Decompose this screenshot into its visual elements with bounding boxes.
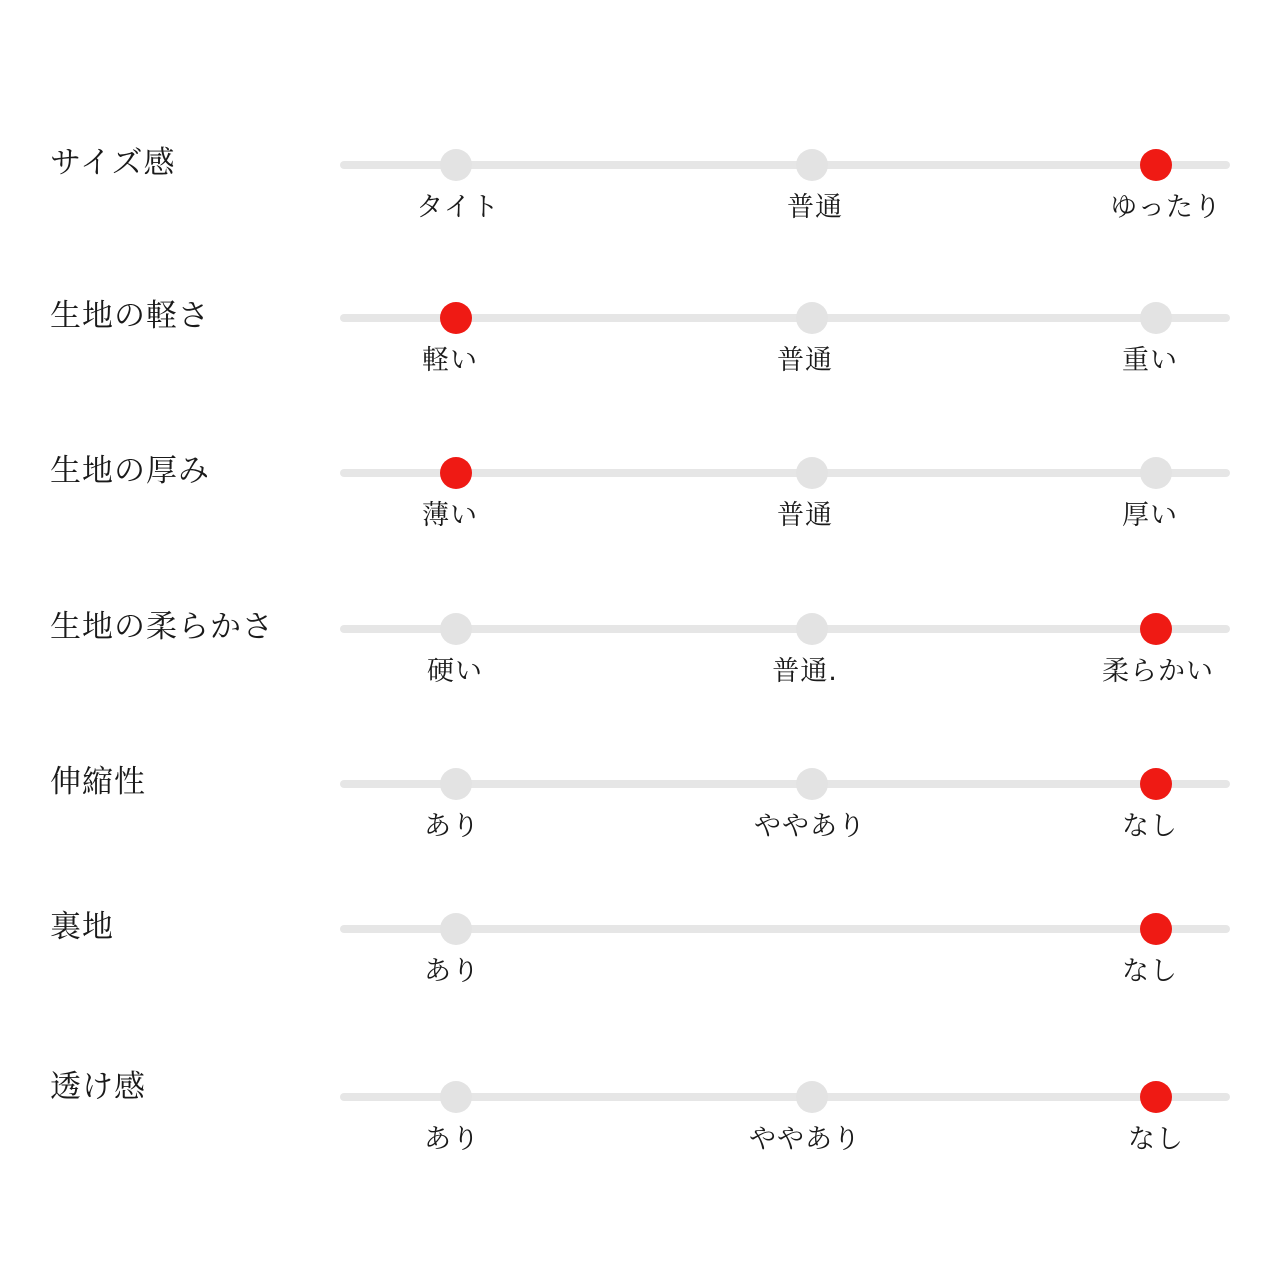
option-dot-heavy xyxy=(1140,302,1172,334)
row-label: 生地の柔らかさ xyxy=(50,609,274,645)
option-label: タイト xyxy=(416,192,500,223)
option-dot-yes xyxy=(440,768,472,800)
option-label: ややあり xyxy=(749,1124,861,1155)
rating-row-softness xyxy=(0,607,1280,717)
slider-track xyxy=(340,161,1230,169)
rating-row-thickness xyxy=(0,451,1280,561)
option-label: 重い xyxy=(1122,345,1178,376)
row-label: 生地の厚み xyxy=(50,453,210,489)
option-dot-normal xyxy=(796,149,828,181)
option-dot-hard xyxy=(440,613,472,645)
option-dot-thick xyxy=(1140,457,1172,489)
slider-track xyxy=(340,925,1230,933)
slider-track xyxy=(340,314,1230,322)
option-label: ゆったり xyxy=(1110,192,1222,223)
option-dot-tight xyxy=(440,149,472,181)
rating-row-lining xyxy=(0,907,1280,1017)
option-label: ややあり xyxy=(754,811,866,842)
row-label: 生地の軽さ xyxy=(50,298,210,334)
option-label: 厚い xyxy=(1122,500,1178,531)
option-dot-loose-selected xyxy=(1140,149,1172,181)
option-dot-normal xyxy=(796,457,828,489)
option-label: 軽い xyxy=(422,345,478,376)
slider-track xyxy=(340,469,1230,477)
option-label: あり xyxy=(424,956,480,987)
option-dot-soft-selected xyxy=(1140,613,1172,645)
option-dot-normal xyxy=(796,302,828,334)
slider-track xyxy=(340,780,1230,788)
option-dot-none-selected xyxy=(1140,1081,1172,1113)
row-label: 伸縮性 xyxy=(50,764,146,800)
option-dot-none-selected xyxy=(1140,913,1172,945)
option-dot-thin-selected xyxy=(440,457,472,489)
rating-row-stretch xyxy=(0,762,1280,872)
slider-track xyxy=(340,1093,1230,1101)
option-label: なし xyxy=(1128,1124,1184,1155)
row-label: 透け感 xyxy=(50,1069,146,1105)
option-dot-somewhat xyxy=(796,1081,828,1113)
option-label: なし xyxy=(1122,956,1178,987)
option-label: 薄い xyxy=(422,500,478,531)
option-label: なし xyxy=(1122,811,1178,842)
option-label: 普通 xyxy=(777,345,833,376)
slider-track xyxy=(340,625,1230,633)
option-label: 普通 xyxy=(777,500,833,531)
option-dot-yes xyxy=(440,913,472,945)
option-label: 硬い xyxy=(427,656,483,687)
option-label: 普通. xyxy=(772,656,838,687)
option-dot-light-selected xyxy=(440,302,472,334)
option-label: 柔らかい xyxy=(1102,656,1214,687)
option-dot-somewhat xyxy=(796,768,828,800)
option-label: あり xyxy=(424,811,480,842)
row-label: 裏地 xyxy=(50,909,114,945)
option-dot-none-selected xyxy=(1140,768,1172,800)
row-label: サイズ感 xyxy=(50,145,176,181)
option-dot-normal xyxy=(796,613,828,645)
option-label: あり xyxy=(424,1124,480,1155)
rating-row-size xyxy=(0,143,1280,253)
option-dot-yes xyxy=(440,1081,472,1113)
option-label: 普通 xyxy=(787,192,843,223)
rating-row-transparency xyxy=(0,1069,1280,1185)
rating-row-weight xyxy=(0,296,1280,406)
